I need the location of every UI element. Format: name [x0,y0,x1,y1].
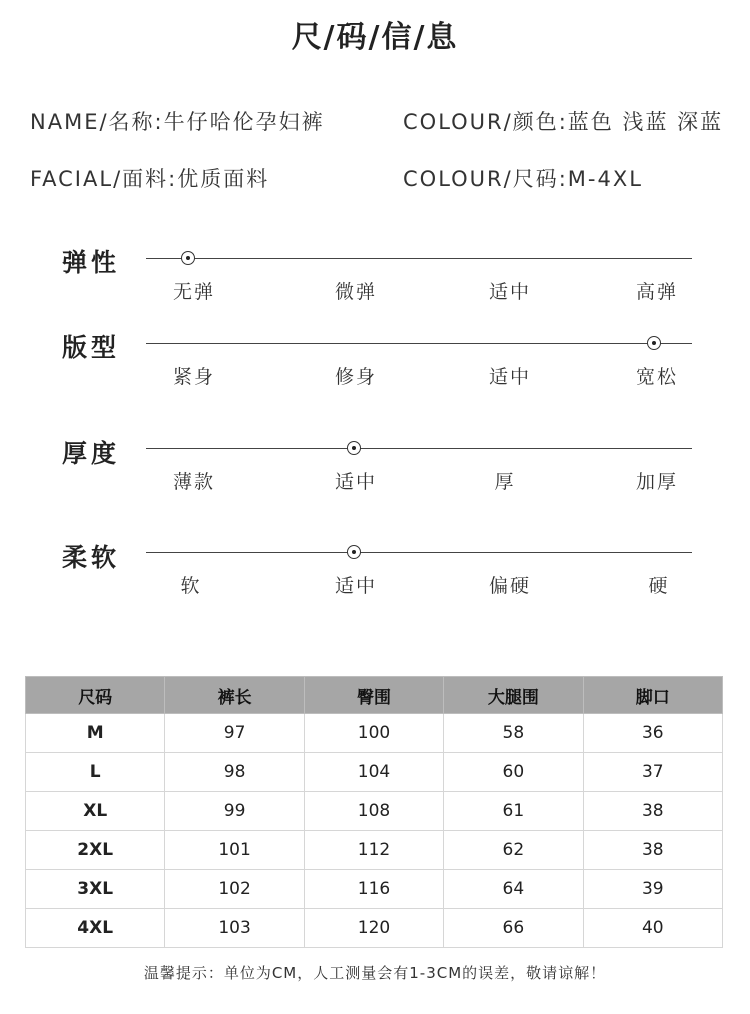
table-row [26,831,723,870]
selected-marker [347,441,361,455]
table-cell: 62 [444,831,583,870]
table-cell: 98 [165,753,304,792]
table-cell: 108 [304,792,443,831]
product-name: NAME/名称:牛仔哈伦孕妇裤 [30,110,325,134]
attribute-label: 版型 [62,333,121,362]
scale-option: 软 [180,575,202,597]
scale-option: 加厚 [635,471,679,493]
scale-option: 硬 [648,575,670,597]
table-cell: 103 [165,909,304,948]
page-title: 尺/码/信/息 [291,20,459,55]
scale-line [146,448,692,449]
attribute-label: 柔软 [62,543,121,572]
size-table [25,676,723,948]
scale-line [146,343,692,344]
table-cell: 97 [165,714,304,753]
column-header: 臀围 [304,677,443,714]
table-row [26,792,723,831]
table-cell: 100 [304,714,443,753]
selected-marker [181,251,195,265]
table-cell: 2XL [26,831,165,870]
selected-marker [647,336,661,350]
table-cell: XL [26,792,165,831]
scale-option: 微弹 [334,281,378,303]
table-row [26,909,723,948]
scale-option: 修身 [334,366,378,388]
scale-option: 无弹 [172,281,216,303]
scale-line [146,552,692,553]
product-colour: COLOUR/颜色:蓝色 浅蓝 深蓝 [403,110,724,134]
scale-line [146,258,692,259]
table-cell: 116 [304,870,443,909]
table-row [26,714,723,753]
table-cell: 4XL [26,909,165,948]
scale-option: 适中 [488,281,532,303]
table-header-row [26,677,723,714]
table-cell: 38 [583,792,722,831]
table-cell: 38 [583,831,722,870]
scale-option: 偏硬 [488,575,532,597]
table-cell: 60 [444,753,583,792]
scale-option: 紧身 [172,366,216,388]
table-cell: 120 [304,909,443,948]
table-cell: 102 [165,870,304,909]
table-cell: 112 [304,831,443,870]
table-cell: L [26,753,165,792]
column-header: 裤长 [165,677,304,714]
table-cell: M [26,714,165,753]
column-header: 尺码 [26,677,165,714]
table-row [26,870,723,909]
measurement-note: 温馨提示：单位为CM，人工测量会有1-3CM的误差，敬请谅解！ [143,964,607,982]
column-header: 大腿围 [444,677,583,714]
table-cell: 64 [444,870,583,909]
column-header: 脚口 [583,677,722,714]
attribute-label: 厚度 [62,439,121,468]
table-cell: 58 [444,714,583,753]
product-size-range: COLOUR/尺码:M-4XL [403,167,643,191]
table-cell: 66 [444,909,583,948]
table-cell: 101 [165,831,304,870]
scale-option: 厚 [494,471,516,493]
table-cell: 36 [583,714,722,753]
table-cell: 104 [304,753,443,792]
table-cell: 40 [583,909,722,948]
scale-option: 适中 [488,366,532,388]
table-cell: 39 [583,870,722,909]
scale-option: 宽松 [635,366,679,388]
table-cell: 37 [583,753,722,792]
table-row [26,753,723,792]
table-cell: 61 [444,792,583,831]
scale-option: 高弹 [635,281,679,303]
scale-option: 适中 [334,575,378,597]
scale-option: 适中 [334,471,378,493]
table-cell: 3XL [26,870,165,909]
selected-marker [347,545,361,559]
product-fabric: FACIAL/面料:优质面料 [30,167,270,191]
scale-option: 薄款 [172,471,216,493]
attribute-label: 弹性 [62,248,121,277]
table-cell: 99 [165,792,304,831]
